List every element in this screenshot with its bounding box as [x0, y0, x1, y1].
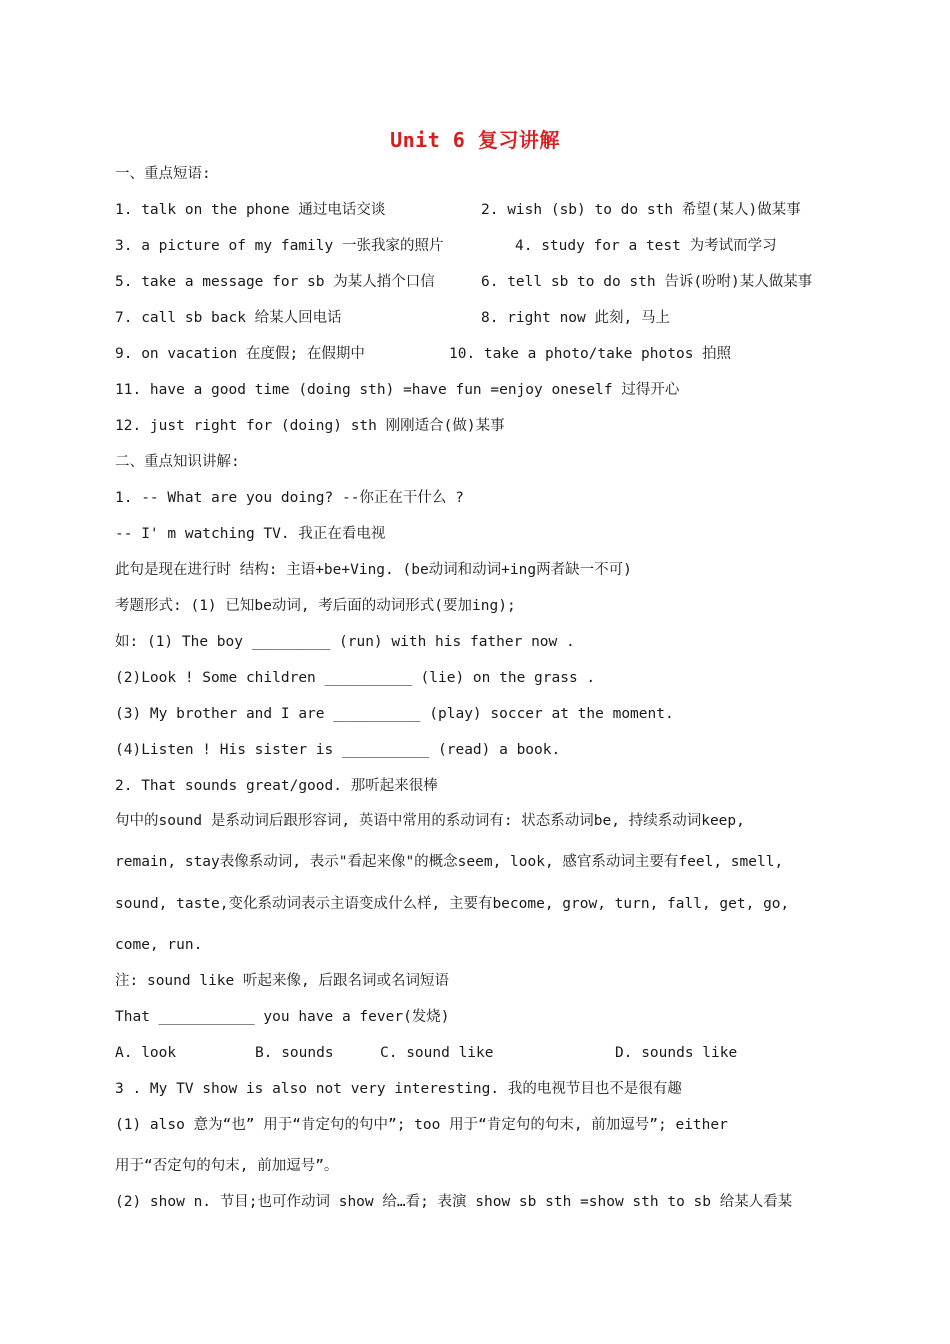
knowledge-point: 1. -- What are you doing? --你正在干什么 ?: [115, 490, 464, 506]
exercise-item: (2)Look ! Some children __________ (lie) on the grass .: [115, 670, 596, 686]
phrase-row: [115, 236, 777, 256]
knowledge-text: come, run.: [115, 937, 203, 953]
option-b: B. sounds: [255, 1045, 334, 1061]
knowledge-text: 句中的sound 是系动词后跟形容词, 英语中常用的系动词有: 状态系动词be, 持续系动词keep,: [115, 813, 745, 829]
phrase-item: 1. talk on the phone 通过电话交谈: [115, 202, 386, 218]
knowledge-text: 用于“否定句的句末, 前加逗号”。: [115, 1158, 339, 1174]
phrase-item: 4. study for a test 为考试而学习: [515, 238, 777, 254]
knowledge-point: 3 . My TV show is also not very interesting. 我的电视节目也不是很有趣: [115, 1081, 682, 1097]
knowledge-text: (2) show n. 节目;也可作动词 show 给…看; 表演 show sb sth =show sth to sb 给某人看某: [115, 1194, 793, 1210]
phrase-item: 5. take a message for sb 为某人捎个口信: [115, 274, 435, 290]
knowledge-text: sound, taste,变化系动词表示主语变成什么样, 主要有become, grow, turn, fall, get, go,: [115, 896, 790, 912]
phrase-item: 6. tell sb to do sth 告诉(吩咐)某人做某事: [481, 274, 813, 290]
phrase-row: [115, 200, 801, 220]
knowledge-text: 此句是现在进行时 结构: 主语+be+Ving. (be动词和动词+ing两者缺一不可): [115, 562, 632, 578]
phrase-item: 12. just right for (doing) sth 刚刚适合(做)某事: [115, 418, 505, 434]
document-title: Unit 6 复习讲解: [390, 128, 560, 152]
exercise-item: That ___________ you have a fever(发烧): [115, 1009, 450, 1025]
phrase-row: [115, 308, 670, 328]
knowledge-text: -- I' m watching TV. 我正在看电视: [115, 526, 386, 542]
phrase-item: 2. wish (sb) to do sth 希望(某人)做某事: [481, 202, 801, 218]
option-a: A. look: [115, 1045, 177, 1061]
phrase-row: [115, 272, 813, 292]
phrase-item: 10. take a photo/take photos 拍照: [449, 346, 732, 362]
section-heading-phrases: 一、重点短语:: [115, 166, 211, 182]
phrase-item: 9. on vacation 在度假; 在假期中: [115, 346, 365, 362]
exercise-item: (4)Listen ! His sister is __________ (read) a book.: [115, 742, 561, 758]
option-c: C. sound like: [380, 1045, 494, 1061]
knowledge-text: (1) also 意为“也” 用于“肯定句的句中”; too 用于“肯定句的句末, 前加逗号”; either: [115, 1117, 728, 1133]
knowledge-text: remain, stay表像系动词, 表示"看起来像"的概念seem, look, 感官系动词主要有feel, smell,: [115, 854, 784, 870]
exercise-item: (3) My brother and I are __________ (play) soccer at the moment.: [115, 706, 674, 722]
option-d: D. sounds like: [615, 1045, 738, 1061]
phrase-item: 7. call sb back 给某人回电话: [115, 310, 342, 326]
exercise-item: 如: (1) The boy _________ (run) with his father now .: [115, 634, 575, 650]
answer-options: [115, 1043, 845, 1063]
phrase-item: 11. have a good time (doing sth) =have fun =enjoy oneself 过得开心: [115, 382, 680, 398]
knowledge-text: 注: sound like 听起来像, 后跟名词或名词短语: [115, 973, 449, 989]
knowledge-text: 考题形式: (1) 已知be动词, 考后面的动词形式(要加ing);: [115, 598, 516, 614]
knowledge-point: 2. That sounds great/good. 那听起来很棒: [115, 778, 438, 794]
phrase-item: 3. a picture of my family 一张我家的照片: [115, 238, 444, 254]
phrase-item: 8. right now 此刻, 马上: [481, 310, 670, 326]
phrase-row: [115, 344, 732, 364]
section-heading-knowledge: 二、重点知识讲解:: [115, 454, 240, 470]
